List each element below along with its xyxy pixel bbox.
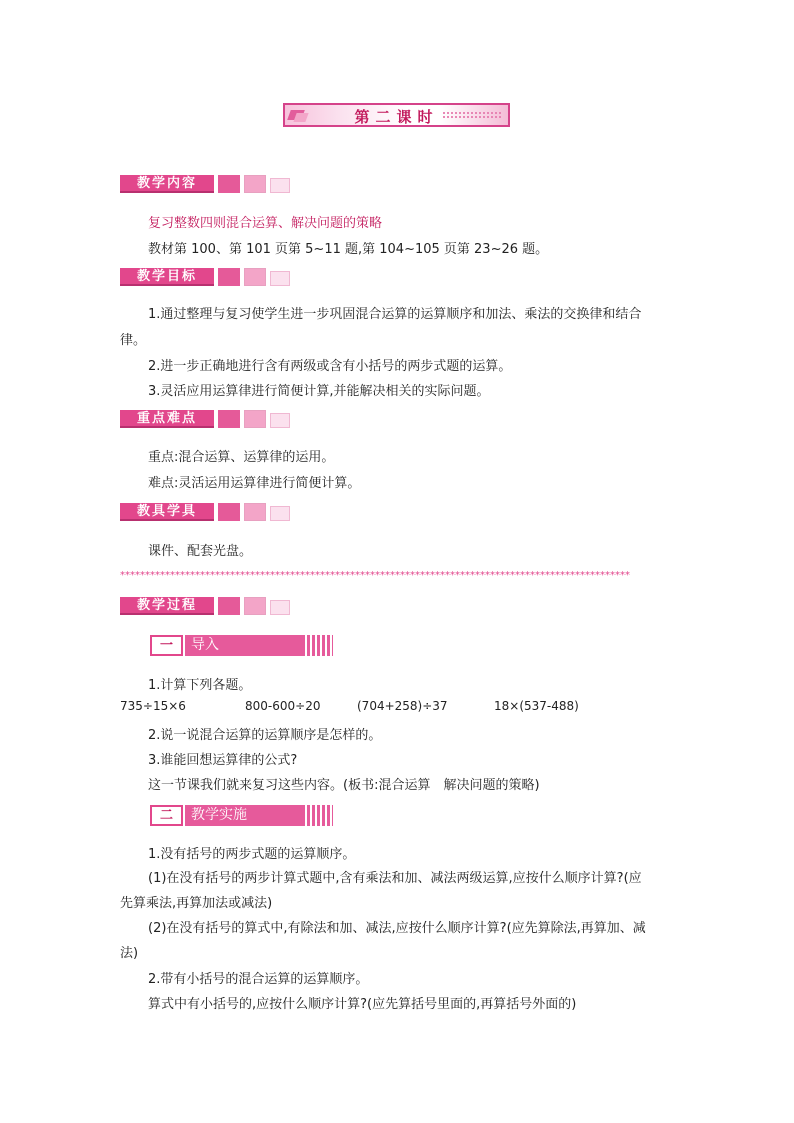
section-label: 教学过程 [120, 597, 214, 615]
section-label: 教学目标 [120, 268, 214, 286]
header-square-decoration [218, 597, 240, 615]
subsection-bar-implementation [150, 805, 333, 826]
impl-line-3a: (2)在没有括号的算式中,有除法和加、减法,应按什么顺序计算?(应先算除法,再算加、减 [148, 921, 646, 936]
header-square-decoration [218, 503, 240, 521]
header-square-decoration [244, 597, 266, 615]
objective-1: 1.通过整理与复习使学生进一步巩固混合运算的运算顺序和加法、乘法的交换律和结合 [148, 307, 642, 322]
content-pages: 教材第 100、第 101 页第 5~11 题,第 104~105 页第 23~26 题。 [148, 242, 549, 257]
expression-4: 18×(537-488) [494, 699, 579, 713]
header-square-decoration [218, 410, 240, 428]
section-label: 教学内容 [120, 175, 214, 193]
objective-3: 3.灵活应用运算律进行简便计算,并能解决相关的实际问题。 [148, 384, 490, 399]
title-dot-pattern [442, 111, 502, 120]
header-square-decoration [244, 410, 266, 428]
header-square-decoration [270, 178, 290, 193]
impl-line-1: 1.没有括号的两步式题的运算顺序。 [148, 847, 356, 862]
expression-1: 735÷15×6 [120, 699, 186, 713]
objective-1-cont: 律。 [120, 333, 147, 348]
intro-line-1: 1.计算下列各题。 [148, 678, 252, 693]
impl-line-2b: 先算乘法,再算加法或减法) [120, 896, 273, 911]
header-square-decoration [244, 503, 266, 521]
intro-line-4: 这一节课我们就来复习这些内容。(板书:混合运算 解决问题的策略) [148, 778, 540, 793]
expression-2: 800-600÷20 [245, 699, 321, 713]
header-square-decoration [218, 268, 240, 286]
header-square-decoration [270, 506, 290, 521]
content-topic: 复习整数四则混合运算、解决问题的策略 [148, 216, 383, 231]
subsection-number: 一 [150, 635, 183, 656]
subsection-number: 二 [150, 805, 183, 826]
intro-line-3: 3.谁能回想运算律的公式? [148, 753, 298, 768]
header-square-decoration [270, 600, 290, 615]
objective-2: 2.进一步正确地进行含有两级或含有小括号的两步式题的运算。 [148, 359, 512, 374]
subsection-title: 教学实施 [185, 805, 305, 826]
difficult-point: 难点:灵活运用运算律进行简便计算。 [148, 476, 361, 491]
section-label: 教具学具 [120, 503, 214, 521]
impl-line-5: 算式中有小括号的,应按什么顺序计算?(应先算括号里面的,再算括号外面的) [148, 997, 577, 1012]
lesson-title: 第二课时 [354, 108, 439, 126]
header-square-decoration [270, 271, 290, 286]
tools-text: 课件、配套光盘。 [148, 544, 253, 559]
impl-line-2a: (1)在没有括号的两步计算式题中,含有乘法和加、减法两级运算,应按什么顺序计算?(应 [148, 871, 642, 886]
star-divider: ****************************************************************************************************** [120, 570, 630, 581]
section-label: 重点难点 [120, 410, 214, 428]
impl-line-4: 2.带有小括号的混合运算的运算顺序。 [148, 972, 369, 987]
header-square-decoration [244, 268, 266, 286]
subsection-stripes [307, 635, 333, 656]
subsection-title: 导入 [185, 635, 305, 656]
intro-line-2: 2.说一说混合运算的运算顺序是怎样的。 [148, 728, 382, 743]
expression-3: (704+258)÷37 [357, 699, 448, 713]
lesson-title-box [283, 103, 510, 127]
subsection-stripes [307, 805, 333, 826]
impl-line-3b: 法) [120, 946, 139, 961]
header-square-decoration [244, 175, 266, 193]
header-square-decoration [218, 175, 240, 193]
key-point: 重点:混合运算、运算律的运用。 [148, 450, 335, 465]
header-square-decoration [270, 413, 290, 428]
subsection-bar-intro [150, 635, 333, 656]
